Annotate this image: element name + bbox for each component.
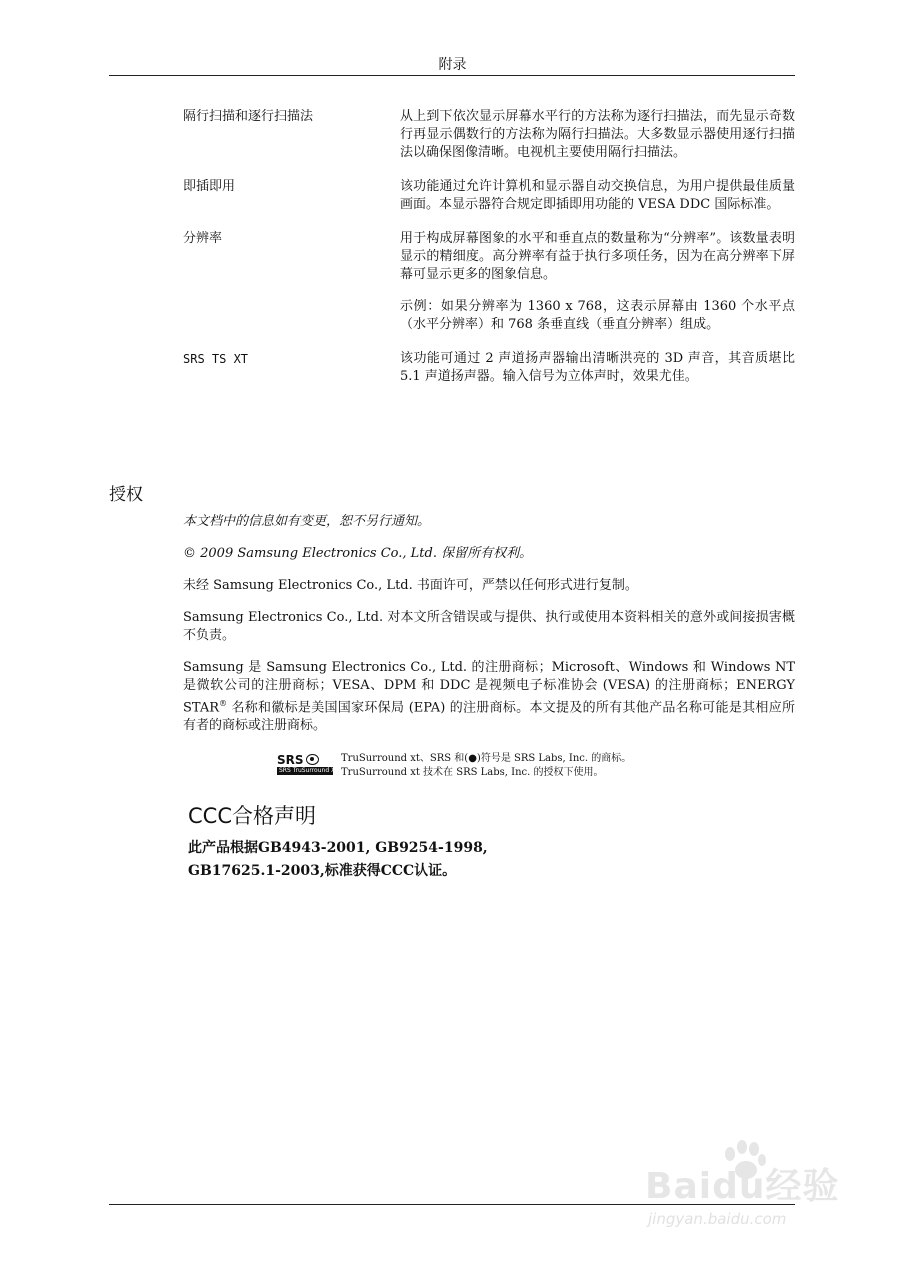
- license-section: [183, 513, 795, 749]
- definition-paragraph: 从上到下依次显示屏幕水平行的方法称为逐行扫描法，而先显示奇数行再显示偶数行的方法称为隔行扫描法。大多数显示器使用逐行扫描法以确保图像清晰。电视机主要使用隔行扫描法。: [400, 109, 795, 160]
- header-rule: [109, 75, 795, 76]
- watermark-url: jingyan.baidu.com: [648, 1210, 787, 1228]
- glossary-term: 即插即用: [183, 179, 236, 194]
- srs-line-2: TruSurround xt 技术在 SRS Labs, Inc. 的授权下使用。: [341, 767, 604, 778]
- srs-line-1: TruSurround xt、SRS 和(●)符号是 SRS Labs, Inc. 的商标。: [341, 753, 632, 764]
- glossary-definition: [400, 178, 795, 214]
- ccc-line-1: 此产品根据GB4943-2001, GB9254-1998,: [188, 840, 488, 856]
- ccc-line-2: GB17625.1-2003,标准获得CCC认证。: [188, 863, 457, 879]
- glossary-definition: [400, 108, 795, 162]
- glossary-table: [183, 108, 795, 402]
- ccc-body: [188, 837, 518, 883]
- glossary-definition: [400, 230, 795, 334]
- license-heading: 授权: [109, 485, 143, 505]
- srs-logo-icon: [277, 752, 339, 778]
- srs-circle-icon: [306, 754, 319, 765]
- trademark-notice: [183, 659, 795, 735]
- license-notice: 本文档中的信息如有变更，恕不另行通知。: [183, 514, 431, 529]
- ccc-title: CCC合格声明: [188, 804, 316, 828]
- glossary-term: 分辨率: [183, 231, 223, 246]
- liability-notice: Samsung Electronics Co., Ltd. 对本文所含错误或与提供、执行或使用本资料相关的意外或间接损害概不负责。: [183, 610, 795, 643]
- trademark-text-a: Samsung 是 Samsung Electronics Co., Ltd. 的注册商标；Microsoft、Windows 和 Windows NT 是微软公司的注册商标；VESA、DPM 和 DDC 是视频电子标准协会 (VESA) 的注册商标；ENERGY STAR: [183, 660, 795, 716]
- watermark-brand: Baidu经验: [645, 1166, 840, 1207]
- reproduction-notice: 未经 Samsung Electronics Co., Ltd. 书面许可，严禁以任何形式进行复制。: [183, 578, 638, 593]
- definition-paragraph: 用于构成屏幕图象的水平和垂直点的数量称为“分辨率”。该数量表明显示的精细度。高分辨率有益于执行多项任务，因为在高分辨率下屏幕可显示更多的图象信息。: [400, 231, 795, 282]
- glossary-row-srs: [183, 350, 795, 386]
- page-header-title: 附录: [438, 57, 467, 73]
- baidu-watermark: [640, 1140, 850, 1260]
- glossary-term: SRS TS XT: [183, 352, 249, 366]
- glossary-row-interlace: [183, 108, 795, 162]
- definition-paragraph: 该功能可通过 2 声道扬声器输出清晰洪亮的 3D 声音，其音质堪比 5.1 声道扬声器。输入信号为立体声时，效果尤佳。: [400, 351, 795, 384]
- copyright-line: © 2009 Samsung Electronics Co., Ltd. 保留所有权利。: [183, 546, 533, 561]
- glossary-row-plug-and-play: [183, 178, 795, 214]
- srs-text: [341, 752, 631, 780]
- glossary-term: 隔行扫描和逐行扫描法: [183, 109, 314, 124]
- srs-logo-bar: SRS TruSurround XT: [279, 767, 339, 774]
- srs-logo-text: SRS: [277, 752, 304, 767]
- glossary-definition: [400, 350, 795, 386]
- trademark-text-b: 名称和徽标是美国国家环保局 (EPA) 的注册商标。本文提及的所有其他产品名称可能是其相应所有者的商标或注册商标。: [183, 700, 795, 734]
- srs-trademark-block: [277, 752, 631, 780]
- definition-paragraph: 示例：如果分辨率为 1360 x 768，这表示屏幕由 1360 个水平点（水平分辨率）和 768 条垂直线（垂直分辨率）组成。: [400, 299, 795, 332]
- definition-paragraph: 该功能通过允许计算机和显示器自动交换信息，为用户提供最佳质量画面。本显示器符合规定即插即用功能的 VESA DDC 国际标准。: [400, 179, 795, 212]
- registered-mark: ®: [219, 699, 228, 708]
- glossary-row-resolution: [183, 230, 795, 334]
